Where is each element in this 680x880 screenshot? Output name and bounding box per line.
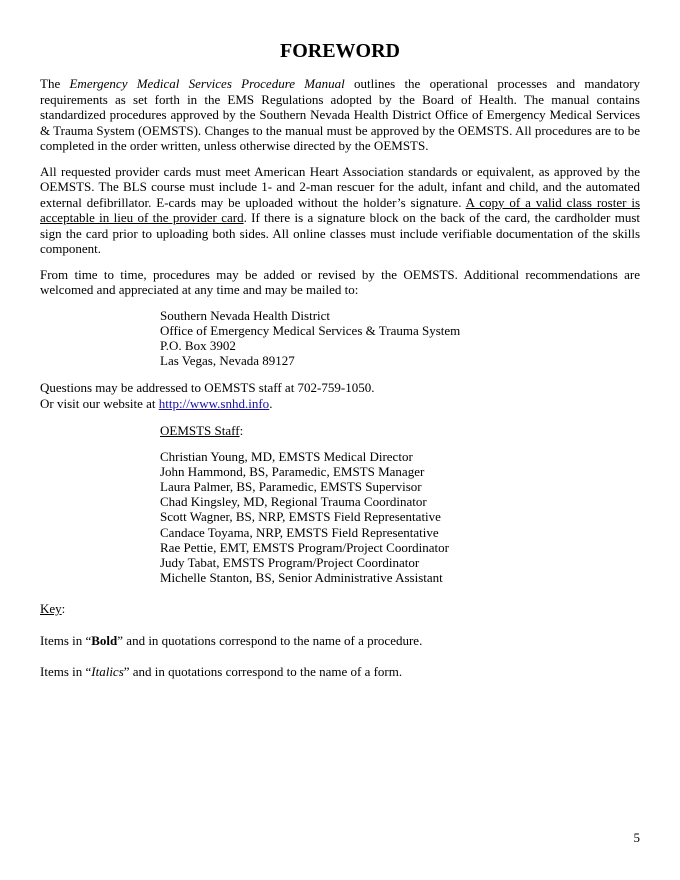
paragraph-recommendations: From time to time, procedures may be added or revised by the OEMSTS. Additional recommendations are welcomed and appreciated at any time and may be mailed to: — [40, 266, 640, 297]
manual-name-italic: Emergency Medical Services Procedure Manual — [69, 76, 345, 91]
key-section — [40, 601, 640, 680]
contact-info — [40, 380, 640, 411]
text-run: ” and in quotations correspond to the name of a form. — [123, 664, 403, 680]
website-link[interactable]: http://www.snhd.info — [158, 395, 270, 411]
staff-member: Rae Pettie, EMT, EMSTS Program/Project Coordinator — [160, 539, 449, 555]
staff-member: Judy Tabat, EMSTS Program/Project Coordinator — [160, 554, 420, 570]
bold-sample: Bold — [91, 632, 118, 648]
staff-section — [160, 423, 640, 585]
text-run: outlines the operational processes and mandatory requirements as set forth in the EMS Regulations adopted by the Board of Health. The manual contains standardized procedures approved by the Southern Nevada Health District Office of Emergency Medical Services & Trauma System (OEMSTS). Changes to the manual must be approved by the OEMSTS. All procedures are to be completed in the order written, unless otherwise directed by the OEMSTS. — [40, 76, 641, 153]
staff-member: Laura Palmer, BS, Paramedic, EMSTS Supervisor — [160, 478, 422, 494]
address-line: Southern Nevada Health District — [160, 307, 331, 323]
roster-note-underlined: A copy of a valid class roster is acceptable in lieu of the provider card — [40, 194, 641, 225]
questions-line: Questions may be addressed to OEMSTS staff at 702-759-1050. — [40, 380, 375, 396]
staff-member: Michelle Stanton, BS, Senior Administrative Assistant — [160, 570, 443, 586]
staff-member: John Hammond, BS, Paramedic, EMSTS Manager — [160, 463, 425, 479]
page-title: FOREWORD — [280, 40, 400, 62]
staff-heading-label: OEMSTS Staff — [160, 423, 240, 439]
text-run: : — [239, 423, 244, 439]
document-page — [40, 38, 640, 690]
staff-member: Candace Toyama, NRP, EMSTS Field Representative — [160, 524, 439, 540]
text-run: Items in “ — [40, 632, 92, 648]
key-bold-explanation — [40, 633, 640, 649]
italic-sample: Italics — [91, 664, 124, 680]
text-run: ” and in quotations correspond to the name of a procedure. — [117, 632, 423, 648]
paragraph-provider-cards — [40, 164, 640, 257]
address-line: Office of Emergency Medical Services & Trauma System — [160, 322, 461, 338]
key-italic-explanation — [40, 664, 640, 680]
text-run: Items in “ — [40, 664, 92, 680]
staff-member: Chad Kingsley, MD, Regional Trauma Coordinator — [160, 494, 427, 510]
website-line — [40, 396, 640, 412]
text-run: . — [269, 395, 273, 411]
staff-heading — [160, 423, 640, 438]
address-line: Las Vegas, Nevada 89127 — [160, 353, 295, 369]
text-run: : — [61, 601, 66, 617]
key-heading — [40, 601, 640, 617]
text-run: All requested provider cards must meet American Heart Association standards or equivalent, as approved by the OEMSTS. The BLS course must include 1- and 2-man rescuer for the adult, infant and child, and the automated external defibrillator. E-cards may be uploaded without the holder’s signature. — [40, 163, 640, 210]
paragraph-intro — [40, 76, 640, 154]
address-line: P.O. Box 3902 — [160, 337, 236, 353]
page-number: 5 — [633, 830, 640, 845]
text-run: Or visit our website at — [40, 395, 159, 411]
staff-member: Christian Young, MD, EMSTS Medical Director — [160, 448, 413, 464]
text-run: The — [40, 76, 70, 91]
staff-member: Scott Wagner, BS, NRP, EMSTS Field Representative — [160, 509, 441, 525]
text-run: . If there is a signature block on the back of the card, the cardholder must sign the card prior to uploading both sides. All online classes must include verifiable documentation of the skills component. — [40, 210, 640, 256]
mailing-address — [160, 308, 640, 369]
key-label: Key — [40, 601, 62, 617]
